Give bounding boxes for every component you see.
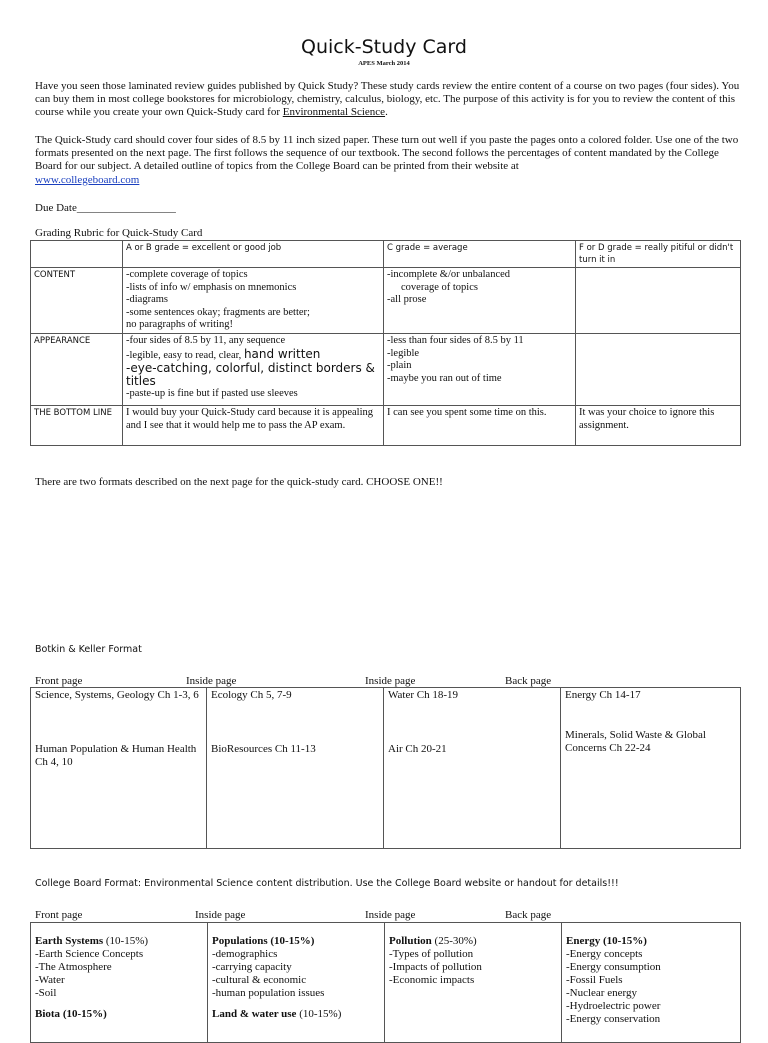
page-title: Quick-Study Card (301, 36, 467, 58)
botkin-topic: Energy Ch 14-17 (565, 689, 641, 701)
rubric-header-fd: F or D grade = really pitiful or didn't turn it in (576, 241, 741, 268)
rubric-line: -maybe you ran out of time (387, 372, 502, 384)
college-board-heading: College Board Format: Environmental Science content distribution. Use the College Board website or handout for details!!! (35, 878, 619, 889)
rubric-line: -diagrams (126, 294, 168, 306)
cb-topic-title (212, 935, 380, 948)
rubric-header-ab: A or B grade = excellent or good job (123, 241, 384, 268)
rubric-line: coverage of topics (401, 281, 478, 293)
cb-item: -human population issues (212, 987, 325, 999)
page-label: Front page (35, 675, 83, 687)
rubric-caption: Grading Rubric for Quick-Study Card (35, 227, 203, 239)
botkin-topic: Air Ch 20-21 (388, 743, 447, 755)
rubric-label-appearance: APPEARANCE (31, 334, 123, 406)
botkin-topic: Human Population & Human Health Ch 4, 10 (35, 743, 197, 768)
page-label: Inside page (365, 909, 416, 921)
botkin-topic: Science, Systems, Geology Ch 1-3, 6 (35, 689, 199, 701)
cb-item: -Water (35, 974, 65, 986)
rubric-header-c: C grade = average (384, 241, 576, 268)
page-label: Back page (505, 675, 552, 687)
cb-topic-title (389, 935, 557, 948)
botkin-col-3 (384, 688, 561, 849)
cb-item: -Soil (35, 987, 57, 999)
cb-title-text: Biota (35, 1008, 61, 1020)
rubric-bottom-fd: It was your choice to ignore this assignment. (576, 406, 741, 446)
botkin-col-4 (561, 688, 741, 849)
rubric-line: -less than four sides of 8.5 by 11 (387, 335, 524, 346)
botkin-row (31, 688, 741, 849)
rubric-appearance-c (384, 334, 576, 406)
rubric-bottom-c: I can see you spent some time on this. (384, 406, 576, 446)
cb-title-text: Earth Systems (35, 935, 104, 947)
cb-item: -Energy concepts (566, 948, 643, 960)
botkin-topic: Minerals, Solid Waste & Global Concerns Ch 22-24 (565, 729, 706, 754)
rubric-line: -paste-up is fine but if pasted use sleeves (126, 388, 298, 400)
cb-pct: (25-30%) (431, 935, 477, 947)
collegeboard-link[interactable]: www.collegeboard.com (35, 173, 140, 186)
rubric-row-bottom-line (31, 406, 741, 446)
rubric-line: -some sentences okay; fragments are better; (126, 306, 310, 318)
cb-item: -Economic impacts (389, 974, 475, 986)
cb-col-1 (31, 923, 208, 1043)
hand-written-text: hand written (243, 346, 321, 361)
rubric-line: -eye-catching, colorful, distinct borders & titles (126, 361, 375, 389)
cb-pct: (10-15%) (103, 935, 149, 947)
botkin-topic: Water Ch 18-19 (388, 689, 458, 701)
rubric-line: -legible (387, 347, 420, 359)
rubric-label-content: CONTENT (31, 268, 123, 334)
botkin-col-2 (207, 688, 384, 849)
due-date-line: Due Date__________________ (35, 202, 176, 214)
rubric-content-ab (123, 268, 384, 334)
rubric-appearance-ab (123, 334, 384, 406)
cb-item: -Types of pollution (389, 948, 474, 960)
college-board-row (31, 923, 741, 1043)
cb-item: -The Atmosphere (35, 961, 112, 973)
cb-topic-title (566, 935, 736, 948)
rubric-line: -plain (387, 360, 412, 372)
cb-title-text: Land & water use (212, 1008, 297, 1020)
subject-underline: Environmental Science (282, 106, 386, 119)
rubric-line-part: -legible, easy to read, clear, (126, 349, 244, 361)
rubric-line (126, 348, 380, 363)
botkin-format-table (30, 687, 741, 849)
cb-item: -Hydroelectric power (566, 1000, 661, 1012)
rubric-content-c (384, 268, 576, 334)
rubric-row-content (31, 268, 741, 334)
cb-col-4 (562, 923, 741, 1043)
cb-col-3 (385, 923, 562, 1043)
cb-item: -Earth Science Concepts (35, 948, 144, 960)
rubric-row-appearance (31, 334, 741, 406)
cb-title-text: Pollution (389, 935, 432, 947)
cb-item: -Impacts of pollution (389, 961, 482, 973)
page-label: Back page (505, 909, 552, 921)
intro-text-1: Have you seen those laminated review guides published by Quick Study? These study cards review the entire content of a course on two pages (four sides). You can buy them in most college bookstores for microbiology, chemistry, calculus, biology, etc. The purpose of this activity is for you to review the content of this course while you create your own Quick-Study card for (35, 80, 740, 119)
cb-item: -demographics (212, 948, 278, 960)
page-subtitle: APES March 2014 (358, 60, 410, 67)
cb-topic-title (35, 1008, 203, 1021)
rubric-line: -four sides of 8.5 by 11, any sequence (126, 335, 286, 346)
grading-rubric-table (30, 240, 741, 446)
botkin-topic: Ecology Ch 5, 7-9 (211, 689, 292, 701)
botkin-heading: Botkin & Keller Format (35, 644, 142, 655)
page-label: Inside page (195, 909, 246, 921)
botkin-topic: BioResources Ch 11-13 (211, 743, 316, 755)
page-label: Front page (35, 909, 83, 921)
intro-paragraph-1 (35, 80, 740, 120)
intro-paragraph-2 (35, 134, 740, 187)
rubric-label-bottom-line: THE BOTTOM LINE (31, 406, 123, 446)
cb-item: -Energy conservation (566, 1013, 661, 1025)
cb-title-text: Energy (10-15%) (566, 935, 647, 947)
rubric-content-fd (576, 268, 741, 334)
cb-item: -Nuclear energy (566, 987, 637, 999)
page-label: Inside page (186, 675, 237, 687)
cb-pct: (10-15%) (60, 1008, 107, 1020)
cb-title-text: Populations (10-15%) (212, 935, 315, 947)
intro-text-1-end: . (385, 106, 388, 119)
rubric-appearance-fd (576, 334, 741, 406)
cb-topic-title (35, 935, 203, 948)
rubric-header-empty (31, 241, 123, 268)
cb-col-2 (208, 923, 385, 1043)
college-board-format-table (30, 922, 741, 1043)
rubric-line: -complete coverage of topics (126, 269, 248, 280)
cb-item: -carrying capacity (212, 961, 292, 973)
rubric-line: no paragraphs of writing! (126, 319, 234, 331)
rubric-line: -all prose (387, 294, 427, 306)
rubric-line: -lists of info w/ emphasis on mnemonics (126, 281, 297, 293)
rubric-bottom-ab: I would buy your Quick-Study card because it is appealing and I see that it would help me to pass the AP exam. (123, 406, 384, 446)
cb-topic-title (212, 1008, 380, 1021)
cb-item: -Fossil Fuels (566, 974, 623, 986)
rubric-line: -incomplete &/or unbalanced (387, 269, 511, 280)
botkin-col-1 (31, 688, 207, 849)
cb-item: -cultural & economic (212, 974, 307, 986)
cb-item: -Energy consumption (566, 961, 661, 973)
formats-note: There are two formats described on the next page for the quick-study card. CHOOSE ONE!! (35, 476, 443, 488)
rubric-header-row (31, 241, 741, 268)
page-label: Inside page (365, 675, 416, 687)
intro-text-2: The Quick-Study card should cover four sides of 8.5 by 11 inch sized paper. These turn out well if you paste the pages onto a colored folder. Use one of the two formats presented on the next page. The first follows the sequence of our textbook. The second follows the percentages of content mandated by the College Board for our subject. A detailed outline of topics from the College Board can be printed from their website at (35, 134, 739, 173)
cb-pct: (10-15%) (296, 1008, 342, 1020)
